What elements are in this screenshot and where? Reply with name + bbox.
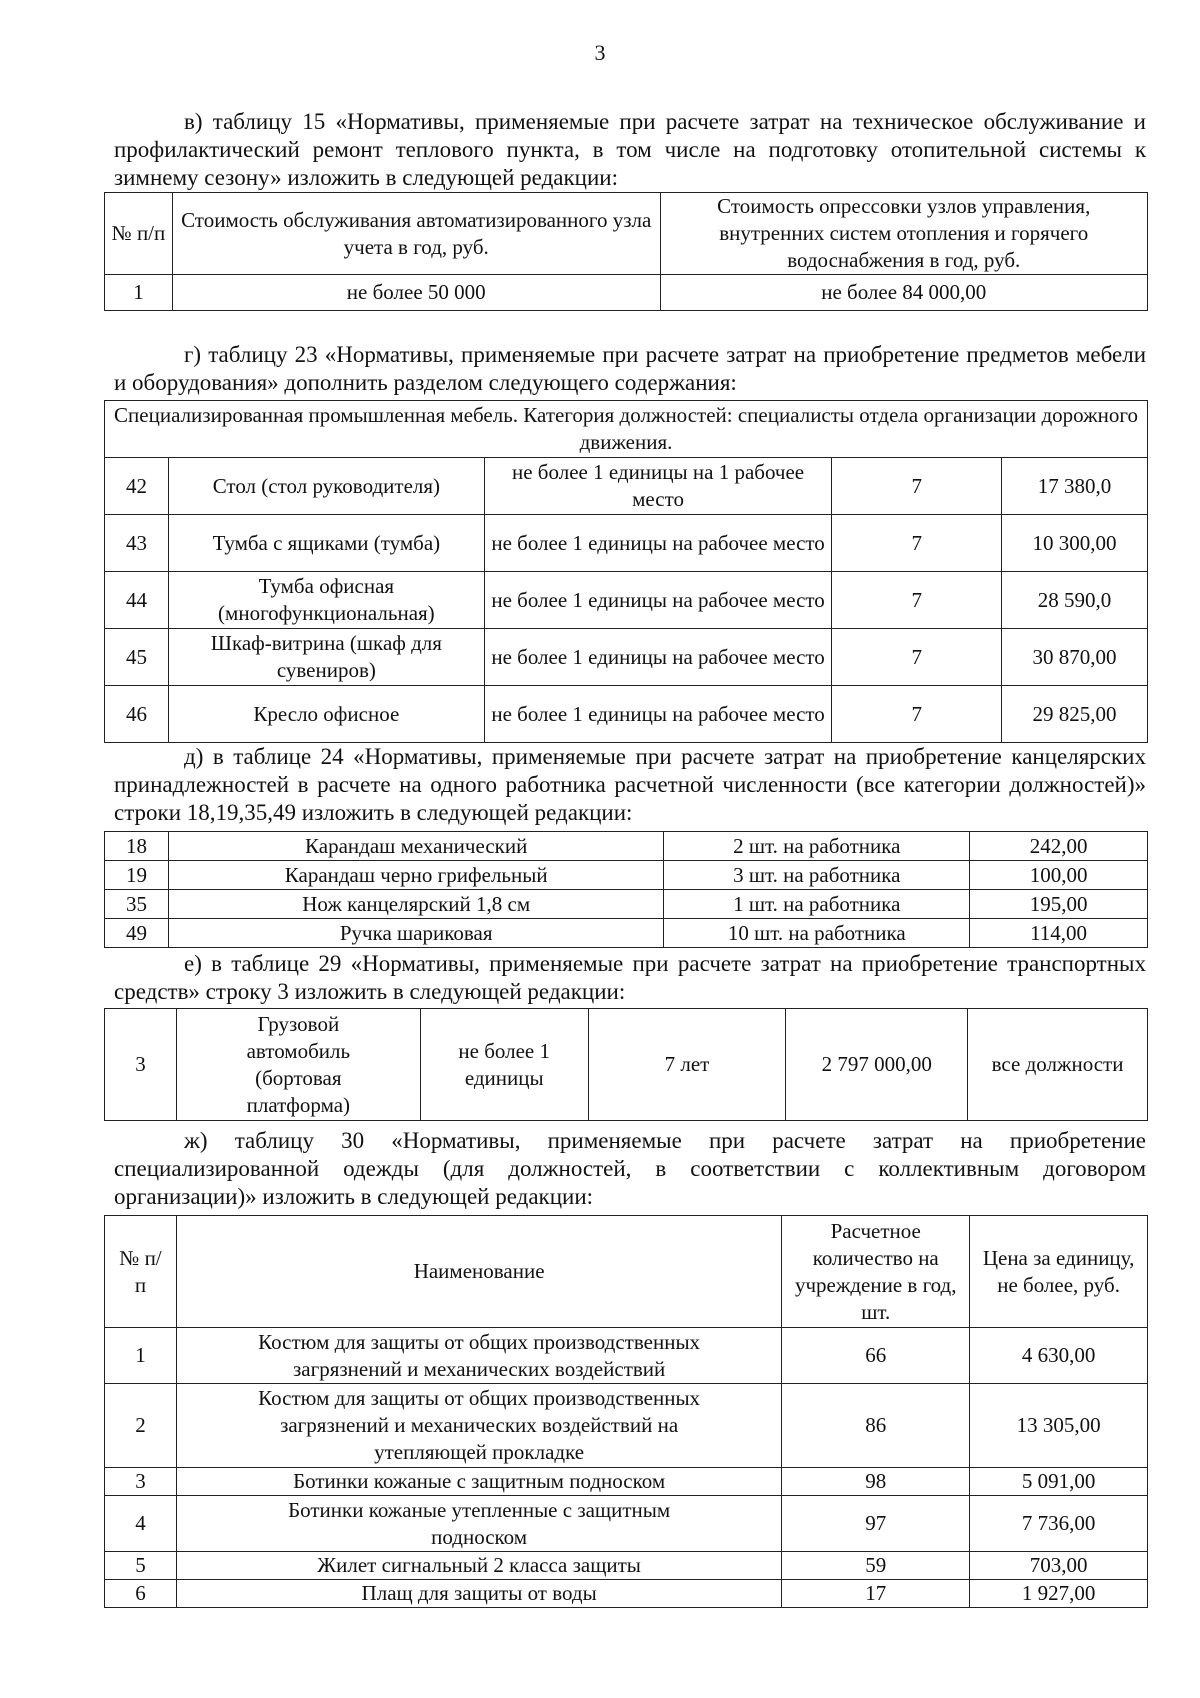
table-cell: 42 bbox=[105, 458, 169, 515]
table-row bbox=[105, 629, 1148, 686]
table-30 bbox=[104, 1215, 1148, 1608]
table-row bbox=[105, 275, 1148, 311]
table-header-cell: Расчетное количество на учреждение в год, шт. bbox=[782, 1216, 970, 1328]
table-row bbox=[105, 1496, 1148, 1552]
table-cell: не более 1 единицы на рабочее место bbox=[484, 686, 832, 743]
table-cell: Тумба офисная (многофункциональная) bbox=[168, 572, 484, 629]
table-cell: Карандаш механический bbox=[168, 832, 663, 861]
table-29 bbox=[104, 1008, 1148, 1121]
table-row bbox=[105, 1009, 1148, 1121]
table-cell: 17 bbox=[782, 1580, 970, 1608]
table-cell: 18 bbox=[105, 832, 169, 861]
table-row bbox=[105, 1552, 1148, 1580]
table-cell: 2 шт. на работника bbox=[664, 832, 970, 861]
table-cell: Костюм для защиты от общих производственных загрязнений и механических воздействий на утепляющей прокладке bbox=[176, 1384, 781, 1468]
table-cell: 4 630,00 bbox=[970, 1328, 1148, 1384]
table-cell: не более 1 единицы на рабочее место bbox=[484, 572, 832, 629]
table-cell: не более 1 единицы bbox=[420, 1009, 588, 1121]
table-cell: не более 1 единицы на рабочее место bbox=[484, 629, 832, 686]
table-row bbox=[105, 832, 1148, 861]
table-row bbox=[105, 1580, 1148, 1608]
table-cell: 1 927,00 bbox=[970, 1580, 1148, 1608]
table-cell: 86 bbox=[782, 1384, 970, 1468]
section-e-text: е) в таблице 29 «Нормативы, применяемые при расчете затрат на приобретение транспортных средств» строку 3 изложить в следующей редакции: bbox=[114, 951, 1146, 1004]
table-cell: не более 50 000 bbox=[172, 275, 660, 311]
table-15 bbox=[104, 192, 1148, 311]
table-cell: не более 1 единицы на рабочее место bbox=[484, 515, 832, 572]
table-row bbox=[105, 890, 1148, 919]
table-cell: 1 bbox=[105, 1328, 177, 1384]
table-cell: 7 736,00 bbox=[970, 1496, 1148, 1552]
table-cell: 3 шт. на работника bbox=[664, 861, 970, 890]
table-cell: 44 bbox=[105, 572, 169, 629]
table-cell: 7 bbox=[832, 686, 1002, 743]
table-cell: 195,00 bbox=[970, 890, 1148, 919]
table-cell: Плащ для защиты от воды bbox=[176, 1580, 781, 1608]
table-cell: Стол (стол руководителя) bbox=[168, 458, 484, 515]
table-cell: Жилет сигнальный 2 класса защиты bbox=[176, 1552, 781, 1580]
table-header-cell: Цена за единицу, не более, руб. bbox=[970, 1216, 1148, 1328]
table-cell: 242,00 bbox=[970, 832, 1148, 861]
table-header-cell: Стоимость обслуживания автоматизированного узла учета в год, руб. bbox=[172, 193, 660, 275]
section-v-text: в) таблицу 15 «Нормативы, применяемые при расчете затрат на техническое обслуживание и профилактический ремонт теплового пункта, в том числе на подготовку отопительной системы к зимнему сезону» изложить в следующей редакции: bbox=[114, 109, 1146, 190]
table-cell: 10 300,00 bbox=[1002, 515, 1148, 572]
table-cell: не более 84 000,00 bbox=[660, 275, 1148, 311]
table-cell: 28 590,0 bbox=[1002, 572, 1148, 629]
table-cell: 66 bbox=[782, 1328, 970, 1384]
table-23 bbox=[104, 400, 1148, 743]
table-row bbox=[105, 458, 1148, 515]
table-caption: Специализированная промышленная мебель. Категория должностей: специалисты отдела организации дорожного движения. bbox=[105, 401, 1148, 458]
table-cell: 2 bbox=[105, 1384, 177, 1468]
table-cell: 35 bbox=[105, 890, 169, 919]
table-30-header-row bbox=[105, 1216, 1148, 1328]
table-cell: 1 bbox=[105, 275, 173, 311]
table-cell: Карандаш черно грифельный bbox=[168, 861, 663, 890]
table-cell: Костюм для защиты от общих производственных загрязнений и механических воздействий bbox=[176, 1328, 781, 1384]
table-cell: 3 bbox=[105, 1009, 177, 1121]
table-cell: 17 380,0 bbox=[1002, 458, 1148, 515]
table-row bbox=[105, 1468, 1148, 1496]
table-header-cell: № п/п bbox=[105, 193, 173, 275]
table-header-cell: № п/п bbox=[105, 1216, 177, 1328]
table-cell: 19 bbox=[105, 861, 169, 890]
table-cell: все должности bbox=[968, 1009, 1148, 1121]
table-header-cell: Наименование bbox=[176, 1216, 781, 1328]
table-row bbox=[105, 1328, 1148, 1384]
table-cell: 4 bbox=[105, 1496, 177, 1552]
section-g-text: г) таблицу 23 «Нормативы, применяемые при расчете затрат на приобретение предметов мебели и оборудования» дополнить разделом следующего содержания: bbox=[114, 342, 1146, 395]
table-row bbox=[105, 1384, 1148, 1468]
table-23-caption-row bbox=[105, 401, 1148, 458]
table-cell: 29 825,00 bbox=[1002, 686, 1148, 743]
table-cell: 3 bbox=[105, 1468, 177, 1496]
section-zh-text: ж) таблицу 30 «Нормативы, применяемые при расчете затрат на приобретение специализированной одежды (для должностей, в соответствии с коллективным договором организации)» изложить в следующей редакции: bbox=[114, 1128, 1146, 1209]
table-cell: Грузовой автомобиль (бортовая платформа) bbox=[176, 1009, 420, 1121]
table-cell: 10 шт. на работника bbox=[664, 919, 970, 948]
table-row bbox=[105, 919, 1148, 948]
table-cell: Ручка шариковая bbox=[168, 919, 663, 948]
table-row bbox=[105, 861, 1148, 890]
table-row bbox=[105, 515, 1148, 572]
section-d-text: д) в таблице 24 «Нормативы, применяемые при расчете затрат на приобретение канцелярских принадлежностей в расчете на одного работника расчетной численности (все категории должностей)» строки 18,19,35,49 изложить в следующей редакции: bbox=[114, 744, 1146, 825]
table-cell: 703,00 bbox=[970, 1552, 1148, 1580]
table-15-header-row bbox=[105, 193, 1148, 275]
table-cell: 7 bbox=[832, 515, 1002, 572]
table-row bbox=[105, 686, 1148, 743]
table-cell: Нож канцелярский 1,8 см bbox=[168, 890, 663, 919]
table-cell: 7 bbox=[832, 629, 1002, 686]
page-number: 3 bbox=[594, 40, 606, 65]
table-cell: 114,00 bbox=[970, 919, 1148, 948]
table-cell: 45 bbox=[105, 629, 169, 686]
table-cell: 7 bbox=[832, 572, 1002, 629]
table-cell: Ботинки кожаные с защитным подноском bbox=[176, 1468, 781, 1496]
table-header-cell: Стоимость опрессовки узлов управления, внутренних систем отопления и горячего водоснабжения в год, руб. bbox=[660, 193, 1148, 275]
table-cell: 30 870,00 bbox=[1002, 629, 1148, 686]
table-cell: 49 bbox=[105, 919, 169, 948]
table-cell: не более 1 единицы на 1 рабочее место bbox=[484, 458, 832, 515]
table-cell: 7 bbox=[832, 458, 1002, 515]
table-cell: 59 bbox=[782, 1552, 970, 1580]
table-cell: 97 bbox=[782, 1496, 970, 1552]
table-row bbox=[105, 572, 1148, 629]
table-cell: Кресло офисное bbox=[168, 686, 484, 743]
table-cell: 5 091,00 bbox=[970, 1468, 1148, 1496]
table-cell: 13 305,00 bbox=[970, 1384, 1148, 1468]
table-cell: 2 797 000,00 bbox=[786, 1009, 968, 1121]
table-cell: Тумба с ящиками (тумба) bbox=[168, 515, 484, 572]
table-cell: 1 шт. на работника bbox=[664, 890, 970, 919]
table-cell: 100,00 bbox=[970, 861, 1148, 890]
table-cell: Ботинки кожаные утепленные с защитным подноском bbox=[176, 1496, 781, 1552]
table-24 bbox=[104, 831, 1148, 948]
table-cell: 46 bbox=[105, 686, 169, 743]
table-cell: 98 bbox=[782, 1468, 970, 1496]
table-cell: 43 bbox=[105, 515, 169, 572]
table-cell: Шкаф-витрина (шкаф для сувениров) bbox=[168, 629, 484, 686]
table-cell: 6 bbox=[105, 1580, 177, 1608]
table-cell: 7 лет bbox=[588, 1009, 786, 1121]
table-cell: 5 bbox=[105, 1552, 177, 1580]
